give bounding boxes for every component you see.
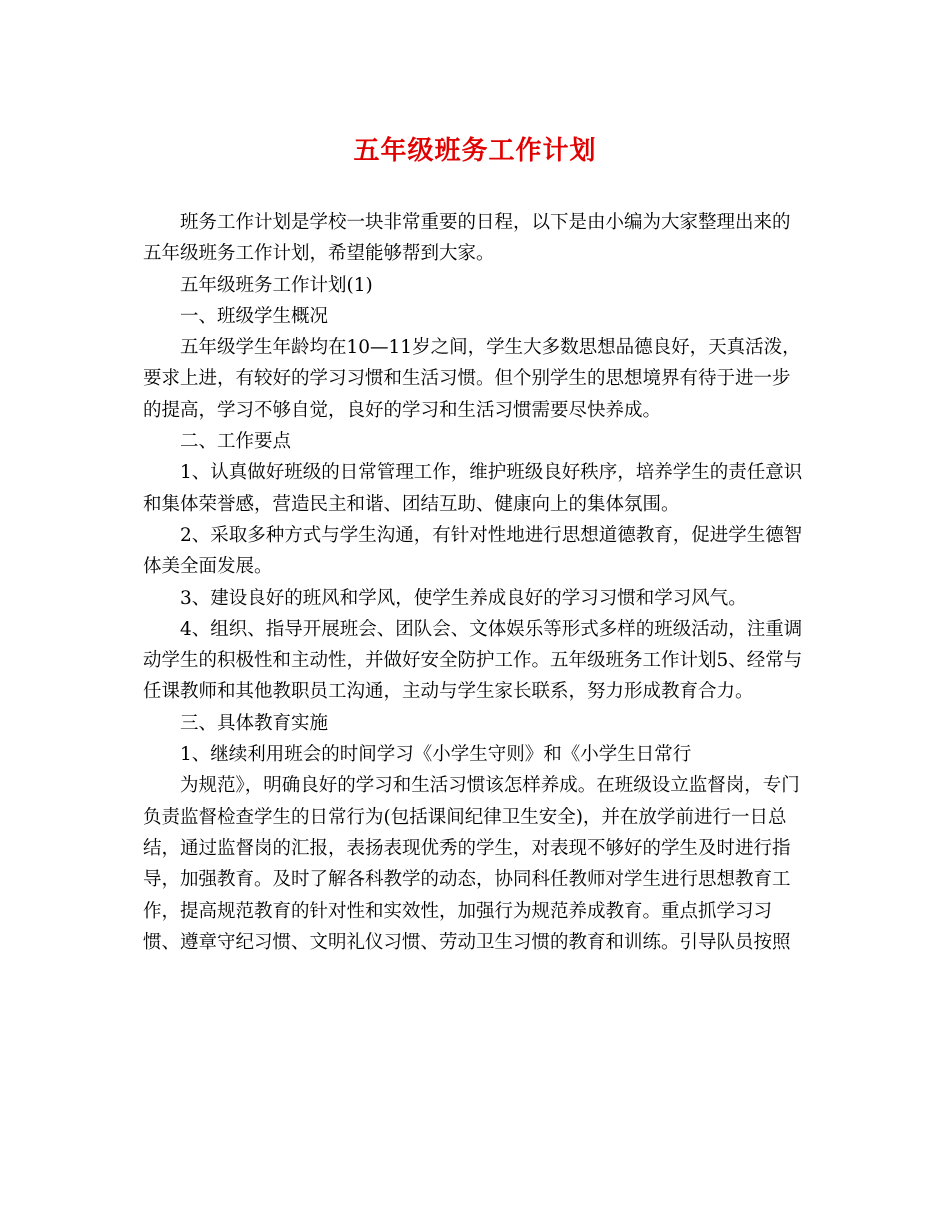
body-paragraph-continued: 为规范》，明确良好的学习和生活习惯该怎样养成。在班级设立监督岗，专门负责监督检查学生的日常行为(包括课间纪律卫生安全)，并在放学前进行一日总结，通过监督岗的汇报，表扬表现优秀的学生，对表现不够好的学生及时进行指导，加强教育。及时了解各科教学的动态，协同科任教师对学生进行思想教育工作，提高规范教育的针对性和实效性，加强行为规范养成教育。重点抓学习习惯、遵章守纪习惯、文明礼仪习惯、劳动卫生习惯的教育和训练。引导队员按照 — [143, 775, 800, 953]
list-item-4: 4、组织、指导开展班会、团队会、文体娱乐等形式多样的班级活动，注重调动学生的积极性和主动性，并做好安全防护工作。五年级班务工作计划5、经常与任课教师和其他教职员工沟通，主动与学生家长联系，努力形成教育合力。 — [143, 618, 803, 703]
section-heading-1: 一、班级学生概况 — [180, 305, 329, 327]
list-item-3: 3、建设良好的班风和学风，使学生养成良好的学习习惯和学习风气。 — [180, 587, 747, 609]
list-item-1: 1、认真做好班级的日常管理工作，维护班级良好秩序，培养学生的责任意识和集体荣誉感，营造民主和谐、团结互助、健康向上的集体氛围。 — [143, 462, 803, 515]
section-heading-2: 二、工作要点 — [180, 431, 292, 453]
document-body — [143, 207, 803, 958]
body-paragraph: 五年级学生年龄均在10—11岁之间，学生大多数思想品德良好，天真活泼，要求上进，有较好的学习习惯和生活习惯。但个别学生的思想境界有待于进一步的提高，学习不够自觉，良好的学习和生活习惯需要尽快养成。 — [143, 337, 801, 421]
section-heading-3: 三、具体教育实施 — [180, 712, 329, 734]
list-item-2: 2、采取多种方式与学生沟通，有针对性地进行思想道德教育，促进学生德智体美全面发展。 — [143, 524, 803, 578]
intro-paragraph: 班务工作计划是学校一块非常重要的日程，以下是由小编为大家整理出来的五年级班务工作计划，希望能够帮到大家。 — [143, 212, 791, 265]
plan-subtitle: 五年级班务工作计划(1) — [180, 274, 373, 296]
document-title: 五年级班务工作计划 — [353, 136, 597, 166]
implementation-item-1: 1、继续利用班会的时间学习《小学生守则》和《小学生日常行 — [180, 744, 692, 766]
